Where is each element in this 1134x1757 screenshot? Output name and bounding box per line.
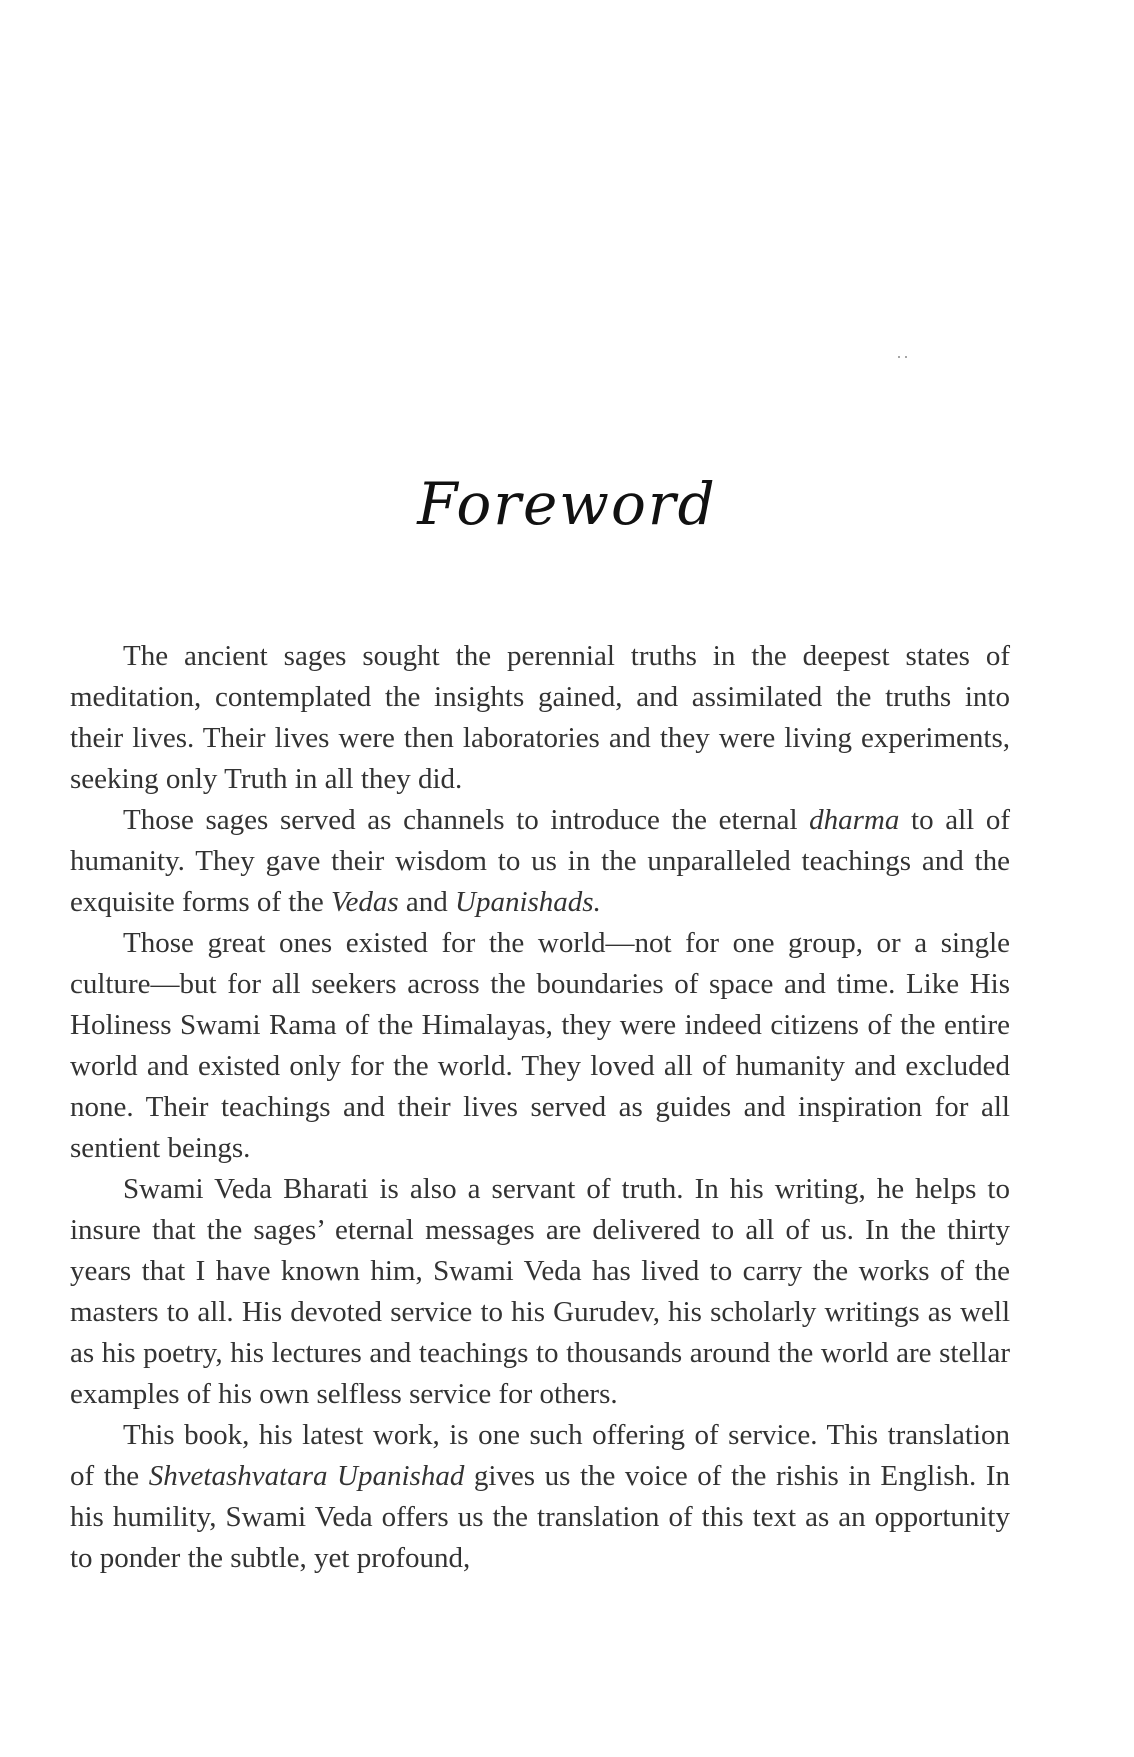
paragraph-5-text-b: gives us the voice of the rishis in English. In his humility, Swami Veda offers us the translation of this text as an opportunity to ponder the subtle, yet profound, bbox=[70, 1460, 1010, 1574]
italic-term-vedas: Vedas bbox=[330, 886, 399, 918]
paragraph-2-text-b: to all of humanity. They gave their wisdom to us in the unparalleled teachings and the exquisite forms of the bbox=[70, 804, 1010, 918]
italic-term-dharma: dharma bbox=[809, 804, 900, 836]
page-title: Foreword bbox=[417, 470, 717, 538]
paragraph-4 bbox=[70, 1169, 1010, 1415]
scan-speck bbox=[898, 356, 908, 360]
paragraph-2-text-a: Those sages served as channels to introduce the eternal bbox=[123, 804, 810, 836]
paragraph-4-text: Swami Veda Bharati is also a servant of truth. In his writing, he helps to insure that the sages’ eternal messages are delivered to all of us. In the thirty years that I have known him, Swami Veda has lived to carry the works of the masters to all. His devoted service to his Gurudev, his scholarly writings as well as his poetry, his lectures and teachings to thousands around the world are stellar examples of his own selfless service for others. bbox=[70, 1173, 1010, 1410]
paragraph-5 bbox=[70, 1415, 1010, 1579]
paragraph-2 bbox=[70, 800, 1010, 923]
paragraph-2-text-c: and bbox=[398, 886, 455, 918]
paragraph-1 bbox=[70, 636, 1010, 800]
paragraph-5-text-a: This book, his latest work, is one such offering of service. This translation of the bbox=[70, 1419, 1010, 1492]
paragraph-3-text: Those great ones existed for the world—not for one group, or a single culture—but for all seekers across the boundaries of space and time. Like His Holiness Swami Rama of the Himalayas, they were indeed citizens of the entire world and existed only for the world. They loved all of humanity and excluded none. Their teachings and their lives served as guides and inspiration for all sentient beings. bbox=[70, 927, 1010, 1164]
paragraph-3 bbox=[70, 923, 1010, 1169]
italic-term-upanishads: Upanishads. bbox=[455, 886, 601, 918]
paragraph-1-text: The ancient sages sought the perennial truths in the deepest states of meditation, contemplated the insights gained, and assimilated the truths into their lives. Their lives were then laboratories and they were living experiments, seeking only Truth in all they did. bbox=[70, 640, 1010, 795]
body-text bbox=[70, 636, 1010, 1579]
italic-term-shvetashvatara-upanishad: Shvetashvatara Upanishad bbox=[148, 1460, 465, 1492]
